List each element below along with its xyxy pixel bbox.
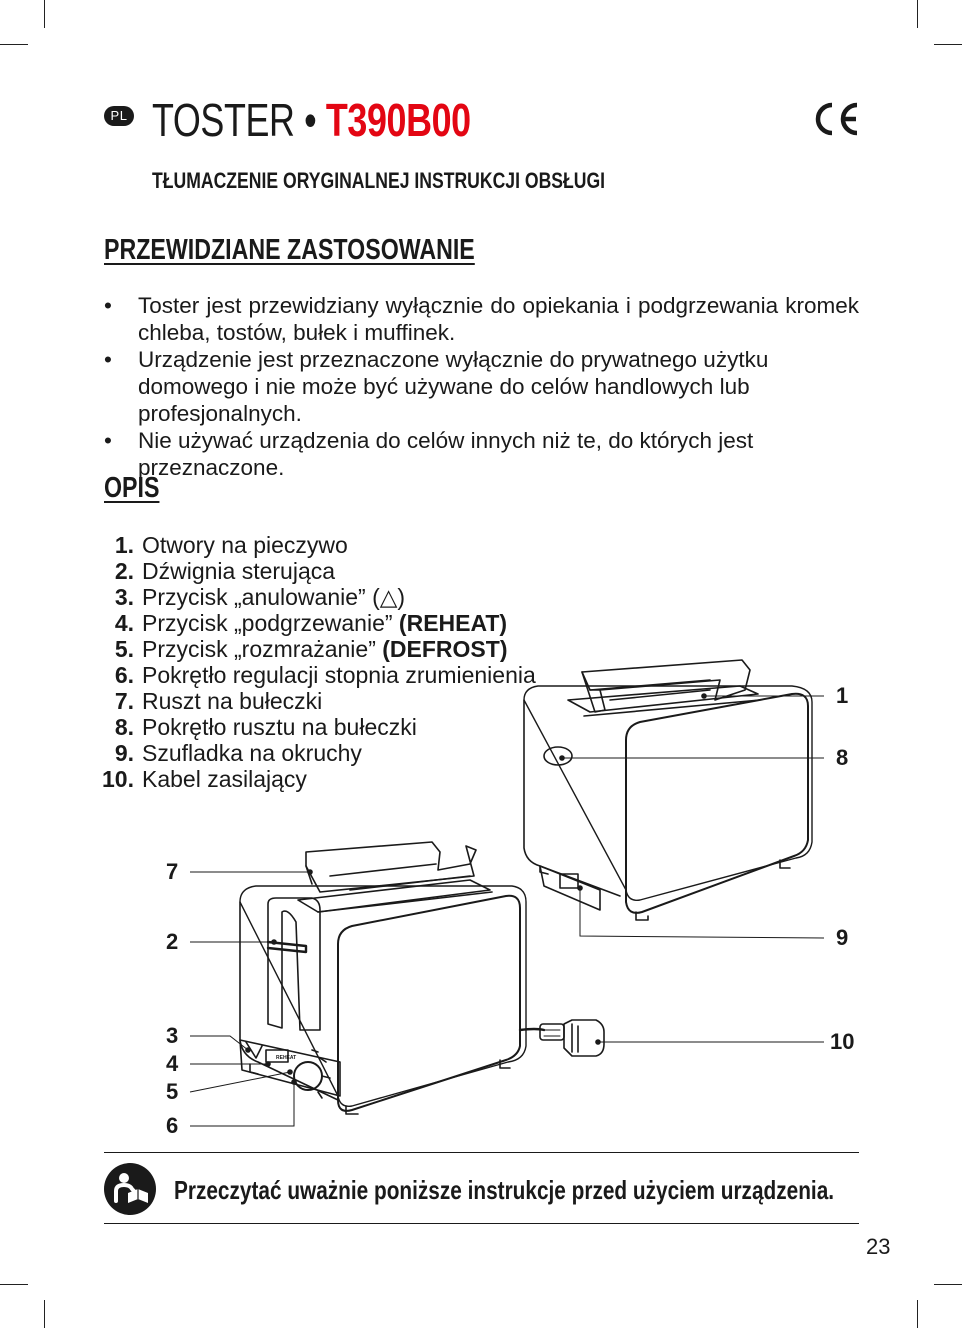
item-number: 3. xyxy=(114,584,134,610)
callout-line-9 xyxy=(580,888,824,938)
parts-list-item xyxy=(100,662,536,688)
parts-list-item xyxy=(100,532,536,558)
title-separator: • xyxy=(304,94,317,146)
callout-line-6 xyxy=(190,1082,294,1126)
crop-mark xyxy=(934,1284,962,1285)
callout-10: 10 xyxy=(830,1029,855,1054)
item-bold-text: (REHEAT) xyxy=(398,610,508,636)
ce-mark-icon xyxy=(810,100,860,138)
bullet-symbol: • xyxy=(104,428,112,453)
back-toaster-illustration xyxy=(524,660,812,920)
parts-list-item xyxy=(100,636,536,662)
item-text: Szufladka na okruchy xyxy=(142,740,362,766)
callout-dot xyxy=(265,1061,271,1067)
item-number: 2. xyxy=(114,558,134,584)
section-heading-intended-use: PRZEWIDZIANE ZASTOSOWANIE xyxy=(104,234,475,266)
list-item xyxy=(104,292,859,346)
subtitle: TŁUMACZENIE ORYGINALNEJ INSTRUKCJI OBSŁUGI xyxy=(152,168,606,193)
callout-1: 1 xyxy=(836,683,849,708)
parts-list-item xyxy=(100,714,536,740)
callout-2: 2 xyxy=(166,929,179,954)
crop-mark xyxy=(0,44,28,45)
crop-mark xyxy=(0,1284,28,1285)
item-text: Dźwignia sterująca xyxy=(142,558,336,584)
list-item-text: Nie używać urządzenia do celów innych niż te, do których jest przeznaczone. xyxy=(138,428,754,480)
divider xyxy=(104,1152,859,1153)
crop-mark xyxy=(44,1300,45,1328)
callout-4: 4 xyxy=(166,1051,179,1076)
front-toaster-illustration xyxy=(240,842,526,1114)
parts-list-item xyxy=(100,740,536,766)
item-text: Przycisk „anulowanie” (△) xyxy=(142,584,406,610)
crop-mark xyxy=(917,0,918,28)
list-item-text: Urządzenie jest przeznaczone wyłącznie do prywatnego użytku domowego i nie może być używane do celów handlowych lub profesjonalnych. xyxy=(138,347,769,426)
page-number: 23 xyxy=(866,1234,891,1259)
callout-line-5 xyxy=(190,1072,290,1092)
parts-list xyxy=(100,532,536,792)
parts-list-item xyxy=(100,688,536,714)
parts-list-item xyxy=(100,766,536,792)
list-item-text: Toster jest przewidziany wyłącznie do opiekania i podgrzewania kromek chleba, tostów, bułek i muffinek. xyxy=(138,293,859,345)
callout-6: 6 xyxy=(166,1113,179,1138)
callout-8: 8 xyxy=(836,745,849,770)
item-text: Ruszt na bułeczki xyxy=(142,688,323,714)
callout-dot xyxy=(577,885,583,891)
section-heading-description: OPIS xyxy=(104,472,160,504)
crop-mark xyxy=(934,44,962,45)
parts-list-item xyxy=(100,558,536,584)
item-number: 4. xyxy=(114,610,134,636)
callout-3: 3 xyxy=(166,1023,179,1048)
parts-list-item xyxy=(100,584,536,610)
intended-use-list xyxy=(104,292,859,481)
bullet-symbol: • xyxy=(104,293,112,318)
divider xyxy=(104,1223,859,1224)
item-number: 8. xyxy=(114,714,134,740)
callout-dot xyxy=(291,1079,297,1085)
item-number: 9. xyxy=(114,740,134,766)
item-text: Przycisk „podgrzewanie” xyxy=(142,610,399,636)
power-cable-illustration xyxy=(520,1020,604,1056)
page-title xyxy=(152,92,471,148)
callout-dot xyxy=(287,1069,293,1075)
crop-mark xyxy=(917,1300,918,1328)
callout-7: 7 xyxy=(166,859,179,884)
parts-list-item xyxy=(100,610,536,636)
item-bold-text: (DEFROST) xyxy=(382,636,508,662)
list-item xyxy=(104,427,859,481)
callout-dot xyxy=(701,693,707,699)
item-number: 7. xyxy=(114,688,134,714)
crop-mark xyxy=(44,0,45,28)
read-manual-icon xyxy=(104,1163,156,1215)
callout-dot xyxy=(595,1039,601,1045)
callout-dot xyxy=(559,755,565,761)
model-number: T390B00 xyxy=(325,94,471,146)
callout-dot xyxy=(307,869,313,875)
callout-5: 5 xyxy=(166,1079,179,1104)
product-name: TOSTER xyxy=(152,94,295,146)
list-item xyxy=(104,346,859,427)
item-text: Kabel zasilający xyxy=(142,766,307,792)
item-text: Pokrętło regulacji stopnia zrumienienia xyxy=(142,662,536,688)
language-badge: PL xyxy=(104,106,134,126)
callout-dot xyxy=(245,1047,251,1053)
read-instructions-notice: Przeczytać uważnie poniższe instrukcje przed użyciem urządzenia. xyxy=(174,1175,835,1205)
item-text: Przycisk „rozmrażanie” xyxy=(142,636,383,662)
item-text: Otwory na pieczywo xyxy=(142,532,348,558)
callout-dot xyxy=(271,939,277,945)
callout-line-3 xyxy=(190,1036,248,1050)
reheat-panel-label: REHEAT xyxy=(276,1055,297,1061)
item-number: 6. xyxy=(114,662,134,688)
item-number: 5. xyxy=(114,636,134,662)
item-number: 10. xyxy=(102,766,134,792)
callout-9: 9 xyxy=(836,925,849,950)
item-text: Pokrętło rusztu na bułeczki xyxy=(142,714,417,740)
bullet-symbol: • xyxy=(104,347,112,372)
item-number: 1. xyxy=(114,532,134,558)
